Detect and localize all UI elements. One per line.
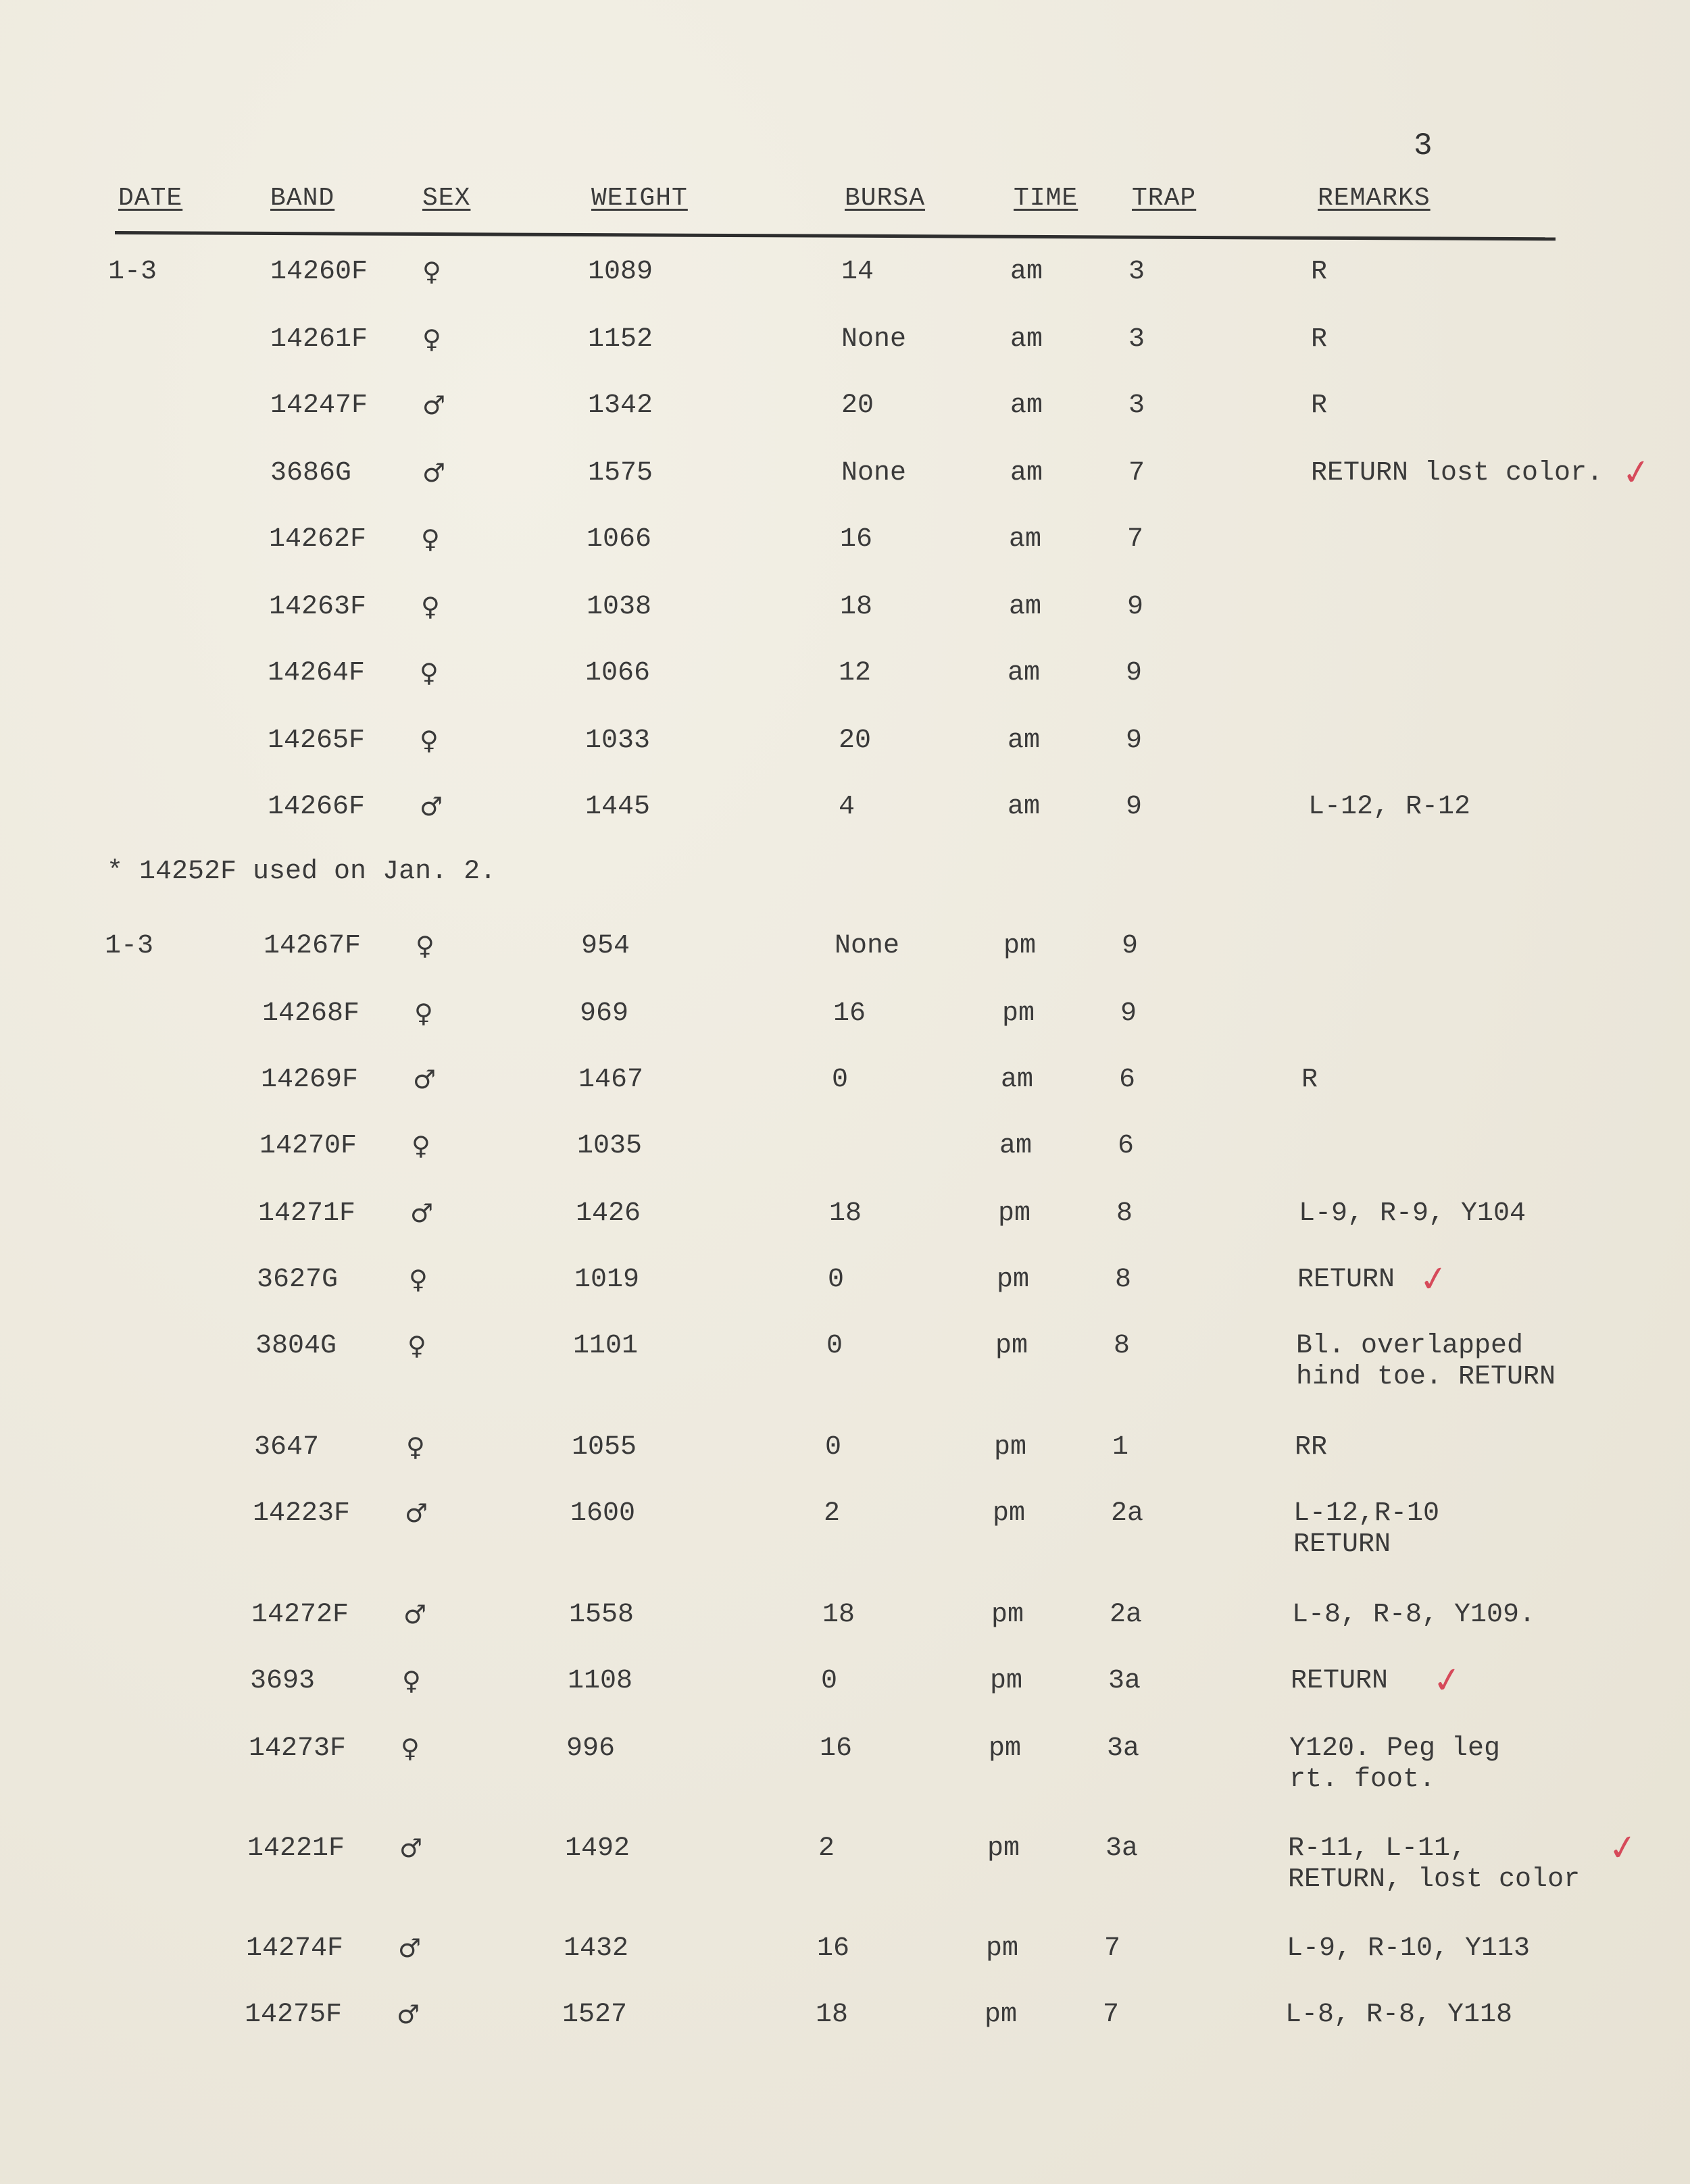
cell-sex: ♀ <box>422 324 441 354</box>
cell-sex: ♀ <box>407 1331 426 1361</box>
cell-bursa: 2 <box>818 1833 835 1864</box>
header-date: DATE <box>118 184 183 213</box>
cell-bursa: 0 <box>825 1432 842 1463</box>
cell-remarks: R <box>1301 1065 1318 1095</box>
cell-weight: 1066 <box>585 658 651 688</box>
cell-trap: 2a <box>1110 1600 1143 1630</box>
cell-sex: ♀ <box>409 1265 428 1294</box>
cell-trap: 9 <box>1120 998 1137 1029</box>
cell-weight: 996 <box>566 1733 616 1764</box>
cell-weight: 954 <box>581 931 630 961</box>
cell-weight: 1600 <box>570 1498 636 1529</box>
cell-sex: ♀ <box>401 1733 420 1763</box>
check-mark-icon: ✓ <box>1619 451 1654 495</box>
cell-sex: ♀ <box>421 524 440 554</box>
cell-remarks: L-9, R-9, Y104 <box>1299 1198 1526 1229</box>
cell-bursa: None <box>835 931 900 961</box>
cell-sex: ♀ <box>420 726 439 755</box>
cell-sex: ♀ <box>414 998 433 1028</box>
cell-time: am <box>1008 792 1041 822</box>
cell-band: 14263F <box>269 592 367 622</box>
cell-sex: ♀ <box>402 1666 421 1696</box>
cell-bursa: 16 <box>833 998 866 1029</box>
cell-bursa: 4 <box>839 792 855 822</box>
cell-trap: 3a <box>1108 1666 1141 1696</box>
cell-band: 3647 <box>254 1432 320 1463</box>
cell-band: 14264F <box>268 658 366 688</box>
cell-band: 14260F <box>270 257 368 287</box>
cell-band: 14272F <box>251 1600 349 1630</box>
cell-remarks: R-11, L-11, RETURN, lost color <box>1288 1833 1581 1895</box>
cell-weight: 1019 <box>574 1265 640 1295</box>
cell-bursa: 20 <box>839 726 872 756</box>
cell-band: 3693 <box>250 1666 316 1696</box>
cell-band: 14261F <box>270 324 368 355</box>
cell-bursa: 16 <box>820 1733 853 1764</box>
cell-weight: 1575 <box>588 458 653 488</box>
cell-trap: 9 <box>1126 726 1143 756</box>
cell-trap: 3 <box>1128 257 1145 287</box>
cell-time: am <box>1010 390 1043 421</box>
cell-bursa: 14 <box>841 257 874 287</box>
header-remarks: REMARKS <box>1318 184 1431 213</box>
cell-bursa: 12 <box>839 658 872 688</box>
cell-weight: 1527 <box>562 2000 628 2030</box>
cell-time: pm <box>993 1498 1026 1529</box>
cell-weight: 1089 <box>588 257 653 287</box>
cell-trap: 2a <box>1111 1498 1144 1529</box>
cell-time: am <box>1009 524 1042 555</box>
cell-trap: 1 <box>1112 1432 1129 1463</box>
cell-weight: 1108 <box>568 1666 633 1696</box>
cell-band: 14265F <box>268 726 366 756</box>
cell-band: 14221F <box>247 1833 345 1864</box>
cell-time: pm <box>986 1933 1019 1964</box>
cell-weight: 1467 <box>578 1065 644 1095</box>
cell-bursa: 18 <box>822 1600 855 1630</box>
cell-bursa: 18 <box>840 592 873 622</box>
cell-bursa: 2 <box>824 1498 841 1529</box>
cell-weight: 1038 <box>587 592 652 622</box>
cell-trap: 9 <box>1122 931 1139 961</box>
cell-remarks: RETURN lost color. <box>1311 458 1604 488</box>
cell-band: 14268F <box>262 998 360 1029</box>
cell-time: am <box>999 1131 1033 1161</box>
cell-bursa: 16 <box>817 1933 850 1964</box>
cell-trap: 9 <box>1126 658 1143 688</box>
cell-sex: ♂ <box>398 1933 422 1963</box>
cell-trap: 8 <box>1114 1331 1130 1361</box>
cell-band: 14247F <box>270 390 368 421</box>
cell-band: 3686G <box>270 458 352 488</box>
cell-trap: 3 <box>1128 390 1145 421</box>
cell-remarks: R <box>1311 390 1328 421</box>
cell-time: pm <box>997 1265 1030 1295</box>
cell-sex: ♂ <box>399 1833 423 1863</box>
footnote: * 14252F used on Jan. 2. <box>107 857 497 887</box>
cell-band: 14269F <box>261 1065 359 1095</box>
cell-trap: 7 <box>1104 1933 1121 1964</box>
cell-bursa: 0 <box>828 1265 845 1295</box>
cell-time: pm <box>991 1600 1024 1630</box>
cell-sex: ♂ <box>405 1498 428 1528</box>
cell-sex: ♂ <box>422 390 446 420</box>
cell-time: pm <box>990 1666 1023 1696</box>
cell-remarks: Bl. overlapped hind toe. RETURN <box>1296 1331 1556 1392</box>
cell-trap: 7 <box>1128 458 1145 488</box>
table-header <box>0 184 1690 231</box>
cell-band: 3804G <box>255 1331 337 1361</box>
check-mark-icon: ✓ <box>1430 1658 1465 1703</box>
cell-remarks: R <box>1311 324 1328 355</box>
header-bursa: BURSA <box>845 184 926 213</box>
cell-band: 14267F <box>264 931 362 961</box>
cell-trap: 7 <box>1103 2000 1120 2030</box>
cell-time: pm <box>989 1733 1022 1764</box>
cell-trap: 3a <box>1107 1733 1140 1764</box>
cell-sex: ♂ <box>397 2000 420 2029</box>
cell-weight: 1055 <box>572 1432 637 1463</box>
cell-band: 14262F <box>269 524 367 555</box>
cell-trap: 6 <box>1118 1131 1135 1161</box>
cell-bursa: 16 <box>840 524 873 555</box>
cell-trap: 9 <box>1126 792 1143 822</box>
cell-remarks: R <box>1311 257 1328 287</box>
cell-sex: ♀ <box>412 1131 430 1161</box>
cell-remarks: L-8, R-8, Y118 <box>1285 2000 1513 2030</box>
cell-band: 3627G <box>257 1265 339 1295</box>
cell-bursa: None <box>841 324 907 355</box>
cell-bursa: None <box>841 458 907 488</box>
header-sex: SEX <box>422 184 471 213</box>
cell-bursa: 20 <box>841 390 874 421</box>
cell-bursa: 18 <box>816 2000 849 2030</box>
cell-time: am <box>1009 592 1042 622</box>
cell-time: pm <box>1003 931 1037 961</box>
cell-time: am <box>1001 1065 1034 1095</box>
cell-remarks: RR <box>1295 1432 1328 1463</box>
cell-date: 1-3 <box>105 931 154 961</box>
cell-sex: ♀ <box>420 658 439 688</box>
cell-weight: 1492 <box>565 1833 630 1864</box>
cell-remarks: L-9, R-10, Y113 <box>1287 1933 1531 1964</box>
cell-bursa: 0 <box>832 1065 849 1095</box>
cell-remarks: Y120. Peg leg rt. foot. <box>1289 1733 1501 1795</box>
header-band: BAND <box>270 184 335 213</box>
cell-band: 14275F <box>245 2000 343 2030</box>
cell-time: pm <box>1002 998 1035 1029</box>
cell-remarks: L-8, R-8, Y109. <box>1292 1600 1536 1630</box>
check-mark-icon: ✓ <box>1416 1257 1451 1302</box>
cell-sex: ♂ <box>410 1198 434 1228</box>
cell-weight: 1432 <box>564 1933 629 1964</box>
cell-weight: 1426 <box>576 1198 641 1229</box>
cell-band: 14274F <box>246 1933 344 1964</box>
cell-weight: 1033 <box>585 726 651 756</box>
cell-trap: 8 <box>1116 1198 1133 1229</box>
cell-time: pm <box>994 1432 1027 1463</box>
cell-sex: ♀ <box>416 931 434 961</box>
cell-sex: ♀ <box>422 257 441 286</box>
cell-band: 14223F <box>253 1498 351 1529</box>
cell-time: am <box>1010 324 1043 355</box>
cell-time: am <box>1010 257 1043 287</box>
cell-trap: 3a <box>1105 1833 1139 1864</box>
check-mark-icon: ✓ <box>1606 1826 1641 1871</box>
cell-time: am <box>1008 658 1041 688</box>
cell-bursa: 18 <box>829 1198 862 1229</box>
header-time: TIME <box>1014 184 1078 213</box>
cell-sex: ♂ <box>420 792 443 821</box>
cell-weight: 1101 <box>573 1331 639 1361</box>
cell-weight: 969 <box>580 998 629 1029</box>
cell-time: pm <box>987 1833 1020 1864</box>
cell-trap: 7 <box>1127 524 1144 555</box>
cell-time: pm <box>998 1198 1031 1229</box>
cell-time: pm <box>995 1331 1028 1361</box>
page-number: 3 <box>1414 128 1433 163</box>
cell-time: pm <box>985 2000 1018 2030</box>
cell-weight: 1152 <box>588 324 653 355</box>
cell-date: 1-3 <box>108 257 157 287</box>
cell-remarks: RETURN <box>1297 1265 1395 1295</box>
cell-remarks: L-12,R-10 RETURN <box>1293 1498 1440 1560</box>
header-weight: WEIGHT <box>591 184 688 213</box>
cell-trap: 6 <box>1119 1065 1136 1095</box>
cell-band: 14266F <box>268 792 366 822</box>
cell-weight: 1066 <box>587 524 652 555</box>
cell-band: 14270F <box>259 1131 357 1161</box>
cell-trap: 3 <box>1128 324 1145 355</box>
header-trap: TRAP <box>1132 184 1197 213</box>
cell-time: am <box>1008 726 1041 756</box>
cell-sex: ♀ <box>406 1432 425 1462</box>
cell-bursa: 0 <box>821 1666 838 1696</box>
cell-sex: ♂ <box>403 1600 427 1629</box>
cell-sex: ♂ <box>413 1065 437 1094</box>
cell-weight: 1445 <box>585 792 651 822</box>
cell-bursa: 0 <box>826 1331 843 1361</box>
cell-weight: 1342 <box>588 390 653 421</box>
cell-time: am <box>1010 458 1043 488</box>
cell-weight: 1035 <box>577 1131 643 1161</box>
header-underline <box>115 231 1556 240</box>
cell-sex: ♂ <box>422 458 446 488</box>
cell-remarks: RETURN <box>1291 1666 1389 1696</box>
cell-weight: 1558 <box>569 1600 635 1630</box>
cell-trap: 8 <box>1115 1265 1132 1295</box>
cell-band: 14271F <box>258 1198 356 1229</box>
cell-sex: ♀ <box>421 592 440 621</box>
cell-band: 14273F <box>249 1733 347 1764</box>
cell-trap: 9 <box>1127 592 1144 622</box>
cell-remarks: L-12, R-12 <box>1308 792 1471 822</box>
